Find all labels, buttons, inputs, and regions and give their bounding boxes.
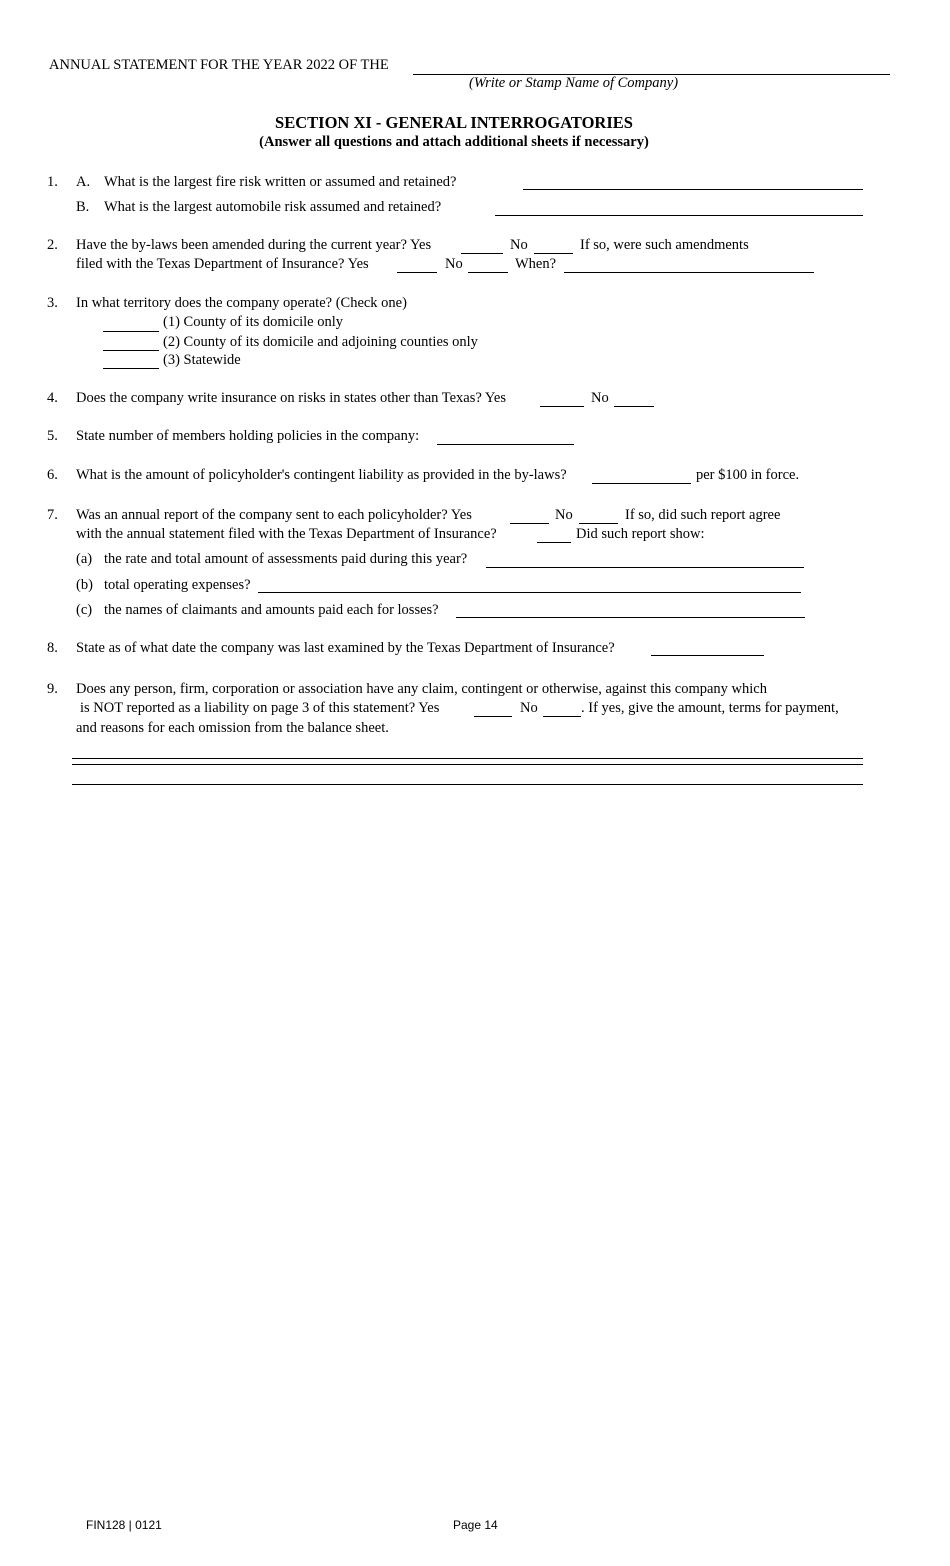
q2-line1-text-c: If so, were such amendments — [580, 237, 749, 253]
q1b-label: B. — [76, 199, 90, 215]
company-name-hint: (Write or Stamp Name of Company) — [469, 75, 679, 91]
form-id: FIN128 | 0121 — [86, 1518, 162, 1532]
q1b-text: What is the largest automobile risk assumed and retained? — [104, 199, 442, 215]
q2-when-field[interactable] — [564, 272, 814, 273]
statement-label: ANNUAL STATEMENT FOR THE YEAR 2022 OF THE — [49, 57, 389, 73]
q1b-answer-field[interactable] — [495, 215, 863, 216]
q1a-text: What is the largest fire risk written or assumed and retained? — [104, 174, 457, 190]
q6-answer-field[interactable] — [592, 483, 691, 484]
q7-agree-field[interactable] — [537, 542, 571, 543]
q2-filed-no-field[interactable] — [468, 272, 508, 273]
q2-amended-yes-field[interactable] — [461, 253, 503, 254]
q7-line2-text-a: with the annual statement filed with the Texas Department of Insurance? — [76, 526, 497, 542]
q7c-answer-field[interactable] — [456, 617, 805, 618]
q9-line2-text-b: No — [520, 700, 538, 716]
q9-explanation-line-3[interactable] — [72, 784, 863, 785]
q5-number: 5. — [47, 428, 58, 444]
q7-line1-text-b: No — [555, 507, 573, 523]
q2-amended-no-field[interactable] — [534, 253, 573, 254]
q3-text: In what territory does the company operate? (Check one) — [76, 295, 407, 311]
q7-line1-text-a: Was an annual report of the company sent to each policyholder? Yes — [76, 507, 472, 523]
q6-number: 6. — [47, 467, 58, 483]
q3-number: 3. — [47, 295, 58, 311]
q2-line1-text-b: No — [510, 237, 528, 253]
q2-line1-text-a: Have the by-laws been amended during the current year? Yes — [76, 237, 432, 253]
q6-text-a: What is the amount of policyholder's contingent liability as provided in the by-laws? — [76, 467, 567, 483]
q2-line2-text-c: When? — [515, 256, 557, 272]
q2-line2-text-a: filed with the Texas Department of Insurance? Yes — [76, 256, 369, 272]
q9-explanation-line-1[interactable] — [72, 758, 863, 759]
q6-text-b: per $100 in force. — [696, 467, 800, 483]
q4-text-b: No — [591, 390, 609, 406]
q2-filed-yes-field[interactable] — [397, 272, 437, 273]
q9-number: 9. — [47, 681, 58, 697]
q1-number: 1. — [47, 174, 58, 190]
q7-line2-text-b: Did such report show: — [576, 526, 705, 542]
q9-line2-text-a: is NOT reported as a liability on page 3 of this statement? Yes — [80, 700, 440, 716]
q2-line2-text-b: No — [445, 256, 463, 272]
q4-yes-field[interactable] — [540, 406, 584, 407]
q3-option-2-field[interactable] — [103, 350, 159, 351]
q8-number: 8. — [47, 640, 58, 656]
q2-number: 2. — [47, 237, 58, 253]
q7c-text: the names of claimants and amounts paid each for losses? — [104, 602, 439, 618]
q3-option-2-label: (2) County of its domicile and adjoining counties only — [163, 334, 478, 350]
q7-line1-text-c: If so, did such report agree — [625, 507, 781, 523]
q9-line3: and reasons for each omission from the balance sheet. — [76, 720, 389, 736]
q9-no-field[interactable] — [543, 716, 581, 717]
q1a-label: A. — [76, 174, 91, 190]
q7a-label: (a) — [76, 551, 93, 567]
q9-line1: Does any person, firm, corporation or association have any claim, contingent or otherwise, against this company which — [76, 681, 767, 697]
q8-answer-field[interactable] — [651, 655, 764, 656]
q9-explanation-line-2[interactable] — [72, 764, 863, 765]
q9-line2-text-c: . If yes, give the amount, terms for payment, — [581, 700, 839, 716]
q7a-text: the rate and total amount of assessments paid during this year? — [104, 551, 468, 567]
q8-text: State as of what date the company was last examined by the Texas Department of Insurance? — [76, 640, 615, 656]
section-subtitle: (Answer all questions and attach additional sheets if necessary) — [259, 134, 649, 150]
q4-number: 4. — [47, 390, 58, 406]
q5-text: State number of members holding policies in the company: — [76, 428, 420, 444]
q3-option-3-field[interactable] — [103, 368, 159, 369]
q7a-answer-field[interactable] — [486, 567, 804, 568]
q7b-label: (b) — [76, 577, 93, 593]
page-number: Page 14 — [453, 1518, 498, 1532]
q7-yes-field[interactable] — [510, 523, 549, 524]
q7-no-field[interactable] — [579, 523, 618, 524]
q7b-text: total operating expenses? — [104, 577, 251, 593]
section-title: SECTION XI - GENERAL INTERROGATORIES — [275, 113, 633, 132]
q5-answer-field[interactable] — [437, 444, 574, 445]
q1a-answer-field[interactable] — [523, 189, 863, 190]
q7-number: 7. — [47, 507, 58, 523]
q9-yes-field[interactable] — [474, 716, 512, 717]
q3-option-1-label: (1) County of its domicile only — [163, 314, 344, 330]
q4-text-a: Does the company write insurance on risks in states other than Texas? Yes — [76, 390, 507, 406]
q3-option-1-field[interactable] — [103, 331, 159, 332]
q3-option-3-label: (3) Statewide — [163, 352, 241, 368]
q7b-answer-field[interactable] — [258, 592, 801, 593]
q7c-label: (c) — [76, 602, 93, 618]
q4-no-field[interactable] — [614, 406, 654, 407]
